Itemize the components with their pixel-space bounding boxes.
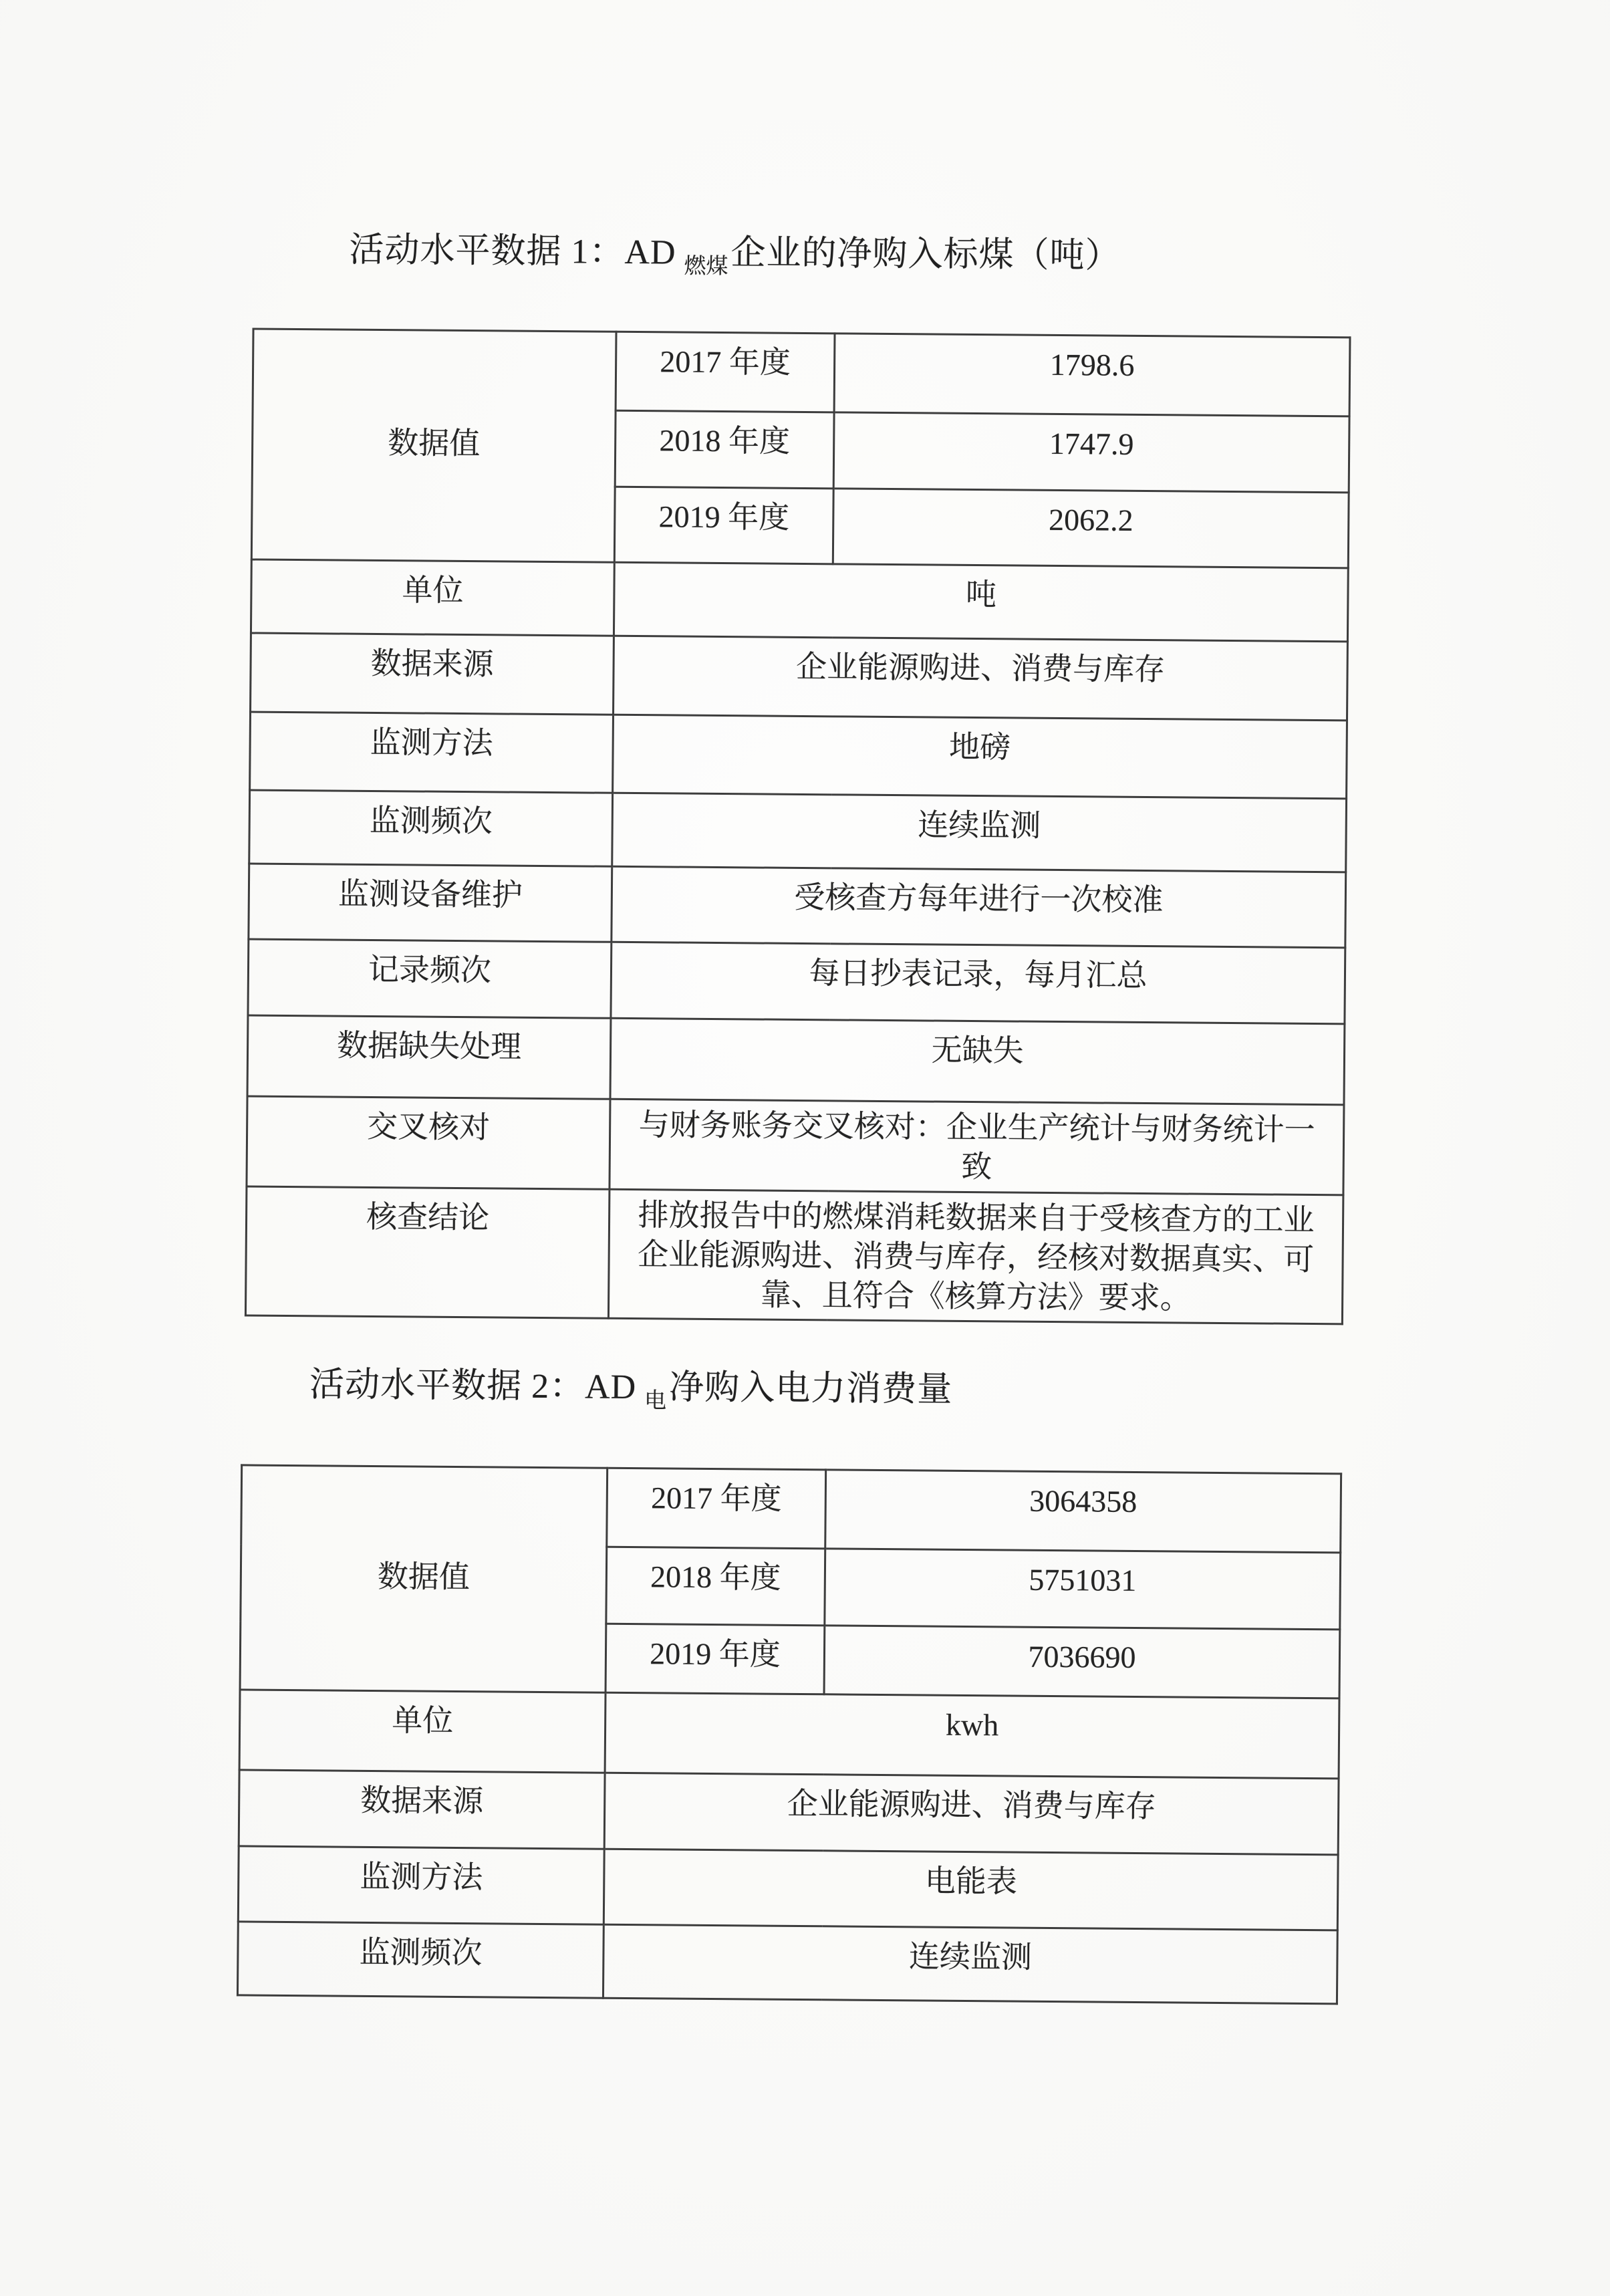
year-cell: 2019 年度: [614, 487, 833, 564]
row-label-cell: 监测设备维护: [249, 864, 612, 942]
row-label-cell: 单位: [251, 559, 614, 636]
row-value-cell: 吨: [614, 562, 1348, 642]
value-cell: 2062.2: [833, 489, 1349, 568]
table-row: [249, 790, 1347, 872]
row-label-cell: 核查结论: [245, 1186, 610, 1319]
section2-title: [309, 1365, 953, 1416]
row-label-cell: 单位: [239, 1690, 606, 1773]
data-value-label-cell: 数据值: [240, 1465, 608, 1692]
table-row: [248, 939, 1345, 1024]
row-value-cell: 企业能源购进、消费与库存: [604, 1773, 1339, 1855]
table-row: [251, 633, 1348, 721]
row-value-cell: 受核查方每年进行一次校准: [612, 866, 1346, 948]
value-cell: 3064358: [825, 1470, 1341, 1553]
row-value-cell: 与财务账务交叉核对：企业生产统计与财务统计一致: [610, 1099, 1344, 1194]
year-cell: 2019 年度: [606, 1624, 825, 1694]
section1-title: [349, 231, 1121, 283]
table-row: [238, 1846, 1338, 1930]
section2-title-subscript: 电: [644, 1389, 667, 1414]
table-row: [241, 1465, 1341, 1553]
year-cell: 2017 年度: [616, 332, 835, 412]
row-label-cell: 数据来源: [239, 1770, 605, 1849]
row-label-cell: 记录频次: [248, 939, 612, 1018]
row-value-cell: 电能表: [603, 1849, 1338, 1930]
value-cell: 1747.9: [833, 412, 1349, 493]
table-row: [239, 1770, 1339, 1855]
table-row: [249, 864, 1346, 948]
row-label-cell: 监测方法: [238, 1846, 604, 1924]
year-cell: 2018 年度: [615, 410, 834, 489]
row-label-cell: 交叉核对: [247, 1096, 610, 1189]
row-label-cell: 监测频次: [237, 1922, 603, 1998]
activity-data-table-1: [245, 328, 1351, 1325]
value-cell: 5751031: [825, 1549, 1341, 1630]
value-cell: 1798.6: [834, 334, 1350, 416]
table-row: [251, 559, 1348, 642]
table-row: [239, 1690, 1339, 1779]
section2-title-suffix: 净购入电力消费量: [668, 1368, 953, 1409]
row-value-cell: 连续监测: [612, 793, 1347, 872]
section1-title-prefix: 活动水平数据 1：AD: [349, 231, 676, 272]
row-value-cell: 每日抄表记录，每月汇总: [611, 942, 1345, 1024]
table-row: [245, 1186, 1343, 1325]
row-value-cell: 连续监测: [603, 1924, 1337, 2004]
row-value-cell: 企业能源购进、消费与库存: [614, 636, 1348, 721]
table-row: [247, 1096, 1344, 1195]
section1-title-suffix: 企业的净购入标煤（吨）: [730, 234, 1121, 275]
row-value-cell: kwh: [605, 1692, 1339, 1779]
table-row: [250, 712, 1347, 799]
section1-title-subscript: 燃煤: [684, 254, 728, 279]
data-value-label-cell: 数据值: [251, 329, 616, 562]
table-row: [253, 329, 1350, 416]
year-cell: 2017 年度: [607, 1468, 826, 1549]
activity-data-table-2: [237, 1464, 1342, 2005]
table-row: [237, 1922, 1337, 2004]
row-value-cell: 地磅: [613, 715, 1347, 799]
year-cell: 2018 年度: [606, 1547, 825, 1626]
row-label-cell: 数据来源: [251, 633, 614, 715]
row-value-cell: 排放报告中的燃煤消耗数据来自于受核查方的工业企业能源购进、消费与库存，经核对数据真实、可靠、且符合《核算方法》要求。: [608, 1189, 1343, 1324]
row-value-cell: 无缺失: [610, 1018, 1345, 1105]
value-cell: 7036690: [824, 1626, 1340, 1698]
row-label-cell: 监测方法: [250, 712, 614, 793]
row-label-cell: 监测频次: [249, 790, 613, 866]
row-label-cell: 数据缺失处理: [247, 1015, 611, 1099]
table-row: [247, 1015, 1345, 1105]
section2-title-prefix: 活动水平数据 2：AD: [309, 1366, 637, 1407]
